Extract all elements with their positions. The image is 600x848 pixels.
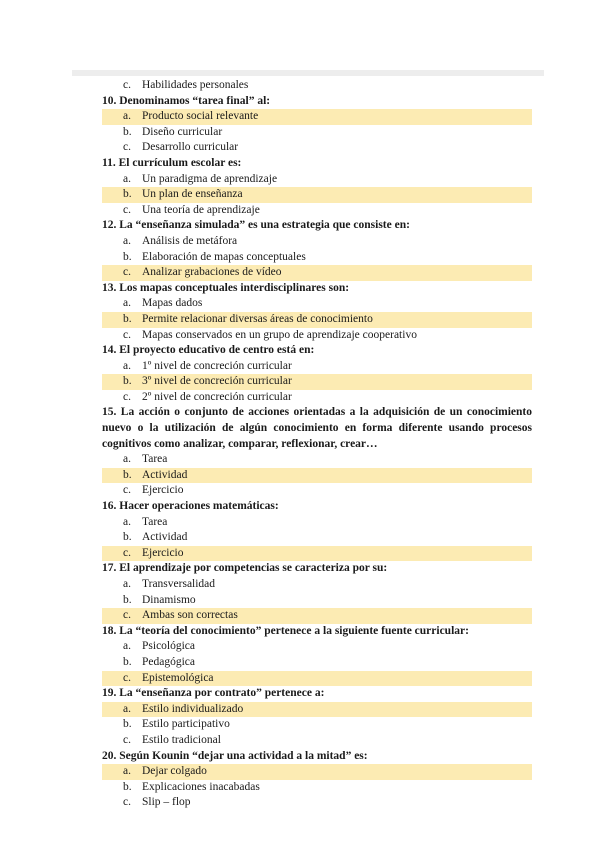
question-number: 18. [102, 624, 117, 637]
answer-option-highlighted [102, 671, 532, 687]
answer-option [102, 203, 532, 219]
option-letter: a. [123, 640, 131, 653]
option-text: Dejar colgado [142, 765, 207, 778]
question-14 [102, 343, 532, 359]
option-text: Análisis de metáfora [142, 234, 238, 247]
question-13 [102, 281, 532, 297]
answer-option-highlighted [102, 312, 532, 328]
question-11 [102, 156, 532, 172]
option-letter: a. [123, 110, 131, 123]
option-text: 3º nivel de concreción curricular [142, 375, 292, 388]
question-text: Los mapas conceptuales interdisciplinares son: [119, 281, 350, 294]
option-letter: a. [123, 359, 131, 372]
question-text: La acción o conjunto de acciones orientadas a la adquisición de un conocimiento nuevo o la utilización de algún conocimiento en forma diferente usando procesos cognitivos como analizar, comparar, reflexionar, crear… [102, 406, 533, 450]
question-number: 16. [102, 500, 117, 513]
option-letter: b. [123, 593, 132, 606]
option-text: Permite relacionar diversas áreas de conocimiento [142, 312, 373, 325]
option-letter: b. [123, 188, 132, 201]
option-letter: b. [123, 718, 132, 731]
option-letter: a. [123, 172, 131, 185]
answer-option [102, 530, 532, 546]
option-text: Pedagógica [142, 655, 196, 668]
option-letter: c. [123, 671, 131, 684]
question-text: El aprendizaje por competencias se caracteriza por su: [119, 562, 388, 575]
option-letter: c. [123, 266, 131, 279]
option-letter: b. [123, 468, 132, 481]
answer-option-highlighted [102, 468, 532, 484]
option-text: Estilo participativo [142, 718, 230, 731]
option-text: 2º nivel de concreción curricular [142, 390, 292, 403]
answer-option [102, 234, 532, 250]
option-letter: c. [123, 203, 131, 216]
question-number: 14. [102, 344, 117, 357]
option-text: Explicaciones inacabadas [142, 780, 260, 793]
question-text: El proyecto educativo de centro está en: [119, 344, 315, 357]
option-letter: c. [123, 79, 131, 91]
option-text: Un plan de enseñanza [142, 188, 243, 201]
answer-option-highlighted [102, 608, 532, 624]
answer-option [102, 515, 532, 531]
question-16 [102, 499, 532, 515]
option-text: 1º nivel de concreción curricular [142, 359, 292, 372]
question-text: Hacer operaciones matemáticas: [119, 500, 279, 513]
question-number: 11. [102, 156, 116, 169]
option-text: Mapas conservados en un grupo de aprendizaje cooperativo [142, 328, 417, 341]
option-text: Transversalidad [142, 578, 216, 590]
option-text: Dinamismo [142, 593, 196, 606]
answer-option [102, 125, 532, 141]
answer-option-highlighted [102, 374, 532, 390]
question-10 [102, 94, 532, 110]
option-text: Estilo tradicional [142, 733, 221, 746]
answer-option-highlighted [102, 546, 532, 562]
question-number: 10. [102, 94, 117, 107]
answer-option [102, 593, 532, 609]
option-letter: b. [123, 780, 132, 793]
question-text: La “teoría del conocimiento” pertenece a la siguiente fuente curricular: [119, 624, 469, 637]
option-letter: a. [123, 702, 131, 715]
option-letter: c. [123, 484, 131, 497]
answer-option [102, 780, 532, 796]
answer-option [102, 452, 532, 468]
answer-option-highlighted [102, 764, 532, 780]
carry-over-option [102, 78, 532, 94]
option-text: Ambas son correctas [142, 609, 238, 622]
question-number: 20. [102, 749, 117, 762]
exam-page [102, 78, 532, 811]
answer-option [102, 717, 532, 733]
option-letter: c. [123, 328, 131, 341]
question-number: 15. [102, 406, 117, 419]
question-12 [102, 218, 532, 234]
question-text: La “enseñanza por contrato” pertenece a: [119, 687, 325, 700]
option-text: Ejercicio [142, 546, 184, 559]
answer-option-highlighted [102, 187, 532, 203]
question-text: Según Kounin “dejar una actividad a la mitad” es: [119, 749, 368, 762]
question-number: 13. [102, 281, 117, 294]
option-letter: b. [123, 655, 132, 668]
answer-option [102, 733, 532, 749]
option-text: Un paradigma de aprendizaje [142, 172, 278, 185]
option-text: Elaboración de mapas conceptuales [142, 250, 306, 263]
question-18 [102, 624, 532, 640]
answer-option [102, 483, 532, 499]
option-letter: b. [123, 125, 132, 138]
answer-option [102, 328, 532, 344]
option-text: Psicológica [142, 640, 196, 653]
option-letter: b. [123, 312, 132, 325]
option-text: Una teoría de aprendizaje [142, 203, 260, 216]
question-number: 19. [102, 687, 117, 700]
question-19 [102, 686, 532, 702]
option-text: Estilo individualizado [142, 702, 244, 715]
option-text: Ejercicio [142, 484, 184, 497]
option-text: Epistemológica [142, 671, 214, 684]
question-17 [102, 561, 532, 577]
option-letter: a. [123, 578, 131, 590]
option-letter: a. [123, 765, 131, 778]
option-text: Slip – flop [142, 796, 191, 809]
option-text: Tarea [142, 453, 168, 466]
option-letter: b. [123, 250, 132, 263]
answer-option-highlighted [102, 109, 532, 125]
option-letter: b. [123, 531, 132, 544]
option-letter: a. [123, 234, 131, 247]
question-text: La “enseñanza simulada” es una estrategia que consiste en: [119, 219, 410, 232]
question-20 [102, 749, 532, 765]
option-letter: b. [123, 375, 132, 388]
option-text: Actividad [142, 531, 188, 544]
option-text: Mapas dados [142, 297, 203, 310]
option-letter: c. [123, 609, 131, 622]
option-text: Diseño curricular [142, 125, 223, 138]
question-15 [102, 405, 532, 452]
answer-option [102, 655, 532, 671]
answer-option-highlighted [102, 702, 532, 718]
option-letter: a. [123, 515, 131, 528]
option-letter: c. [123, 546, 131, 559]
answer-option [102, 250, 532, 266]
answer-option [102, 140, 532, 156]
question-text: Denominamos “tarea final” al: [119, 94, 271, 107]
top-scroll-edge [72, 70, 544, 76]
option-letter: c. [123, 141, 131, 154]
answer-option [102, 172, 532, 188]
option-letter: c. [123, 390, 131, 403]
option-letter: c. [123, 733, 131, 746]
answer-option [102, 296, 532, 312]
question-number: 12. [102, 219, 117, 232]
question-text: El currículum escolar es: [118, 156, 242, 169]
option-text: Tarea [142, 515, 168, 528]
option-letter: a. [123, 297, 131, 310]
option-letter: c. [123, 796, 131, 809]
option-text: Habilidades personales [142, 79, 249, 91]
option-text: Producto social relevante [142, 110, 259, 123]
answer-option [102, 577, 532, 593]
option-text: Desarrollo curricular [142, 141, 239, 154]
option-letter: a. [123, 453, 131, 466]
answer-option [102, 390, 532, 406]
answer-option [102, 795, 532, 811]
option-text: Actividad [142, 468, 188, 481]
question-number: 17. [102, 562, 117, 575]
question-list [102, 94, 532, 811]
option-text: Analizar grabaciones de vídeo [142, 266, 282, 279]
answer-option [102, 639, 532, 655]
answer-option [102, 359, 532, 375]
answer-option-highlighted [102, 265, 532, 281]
